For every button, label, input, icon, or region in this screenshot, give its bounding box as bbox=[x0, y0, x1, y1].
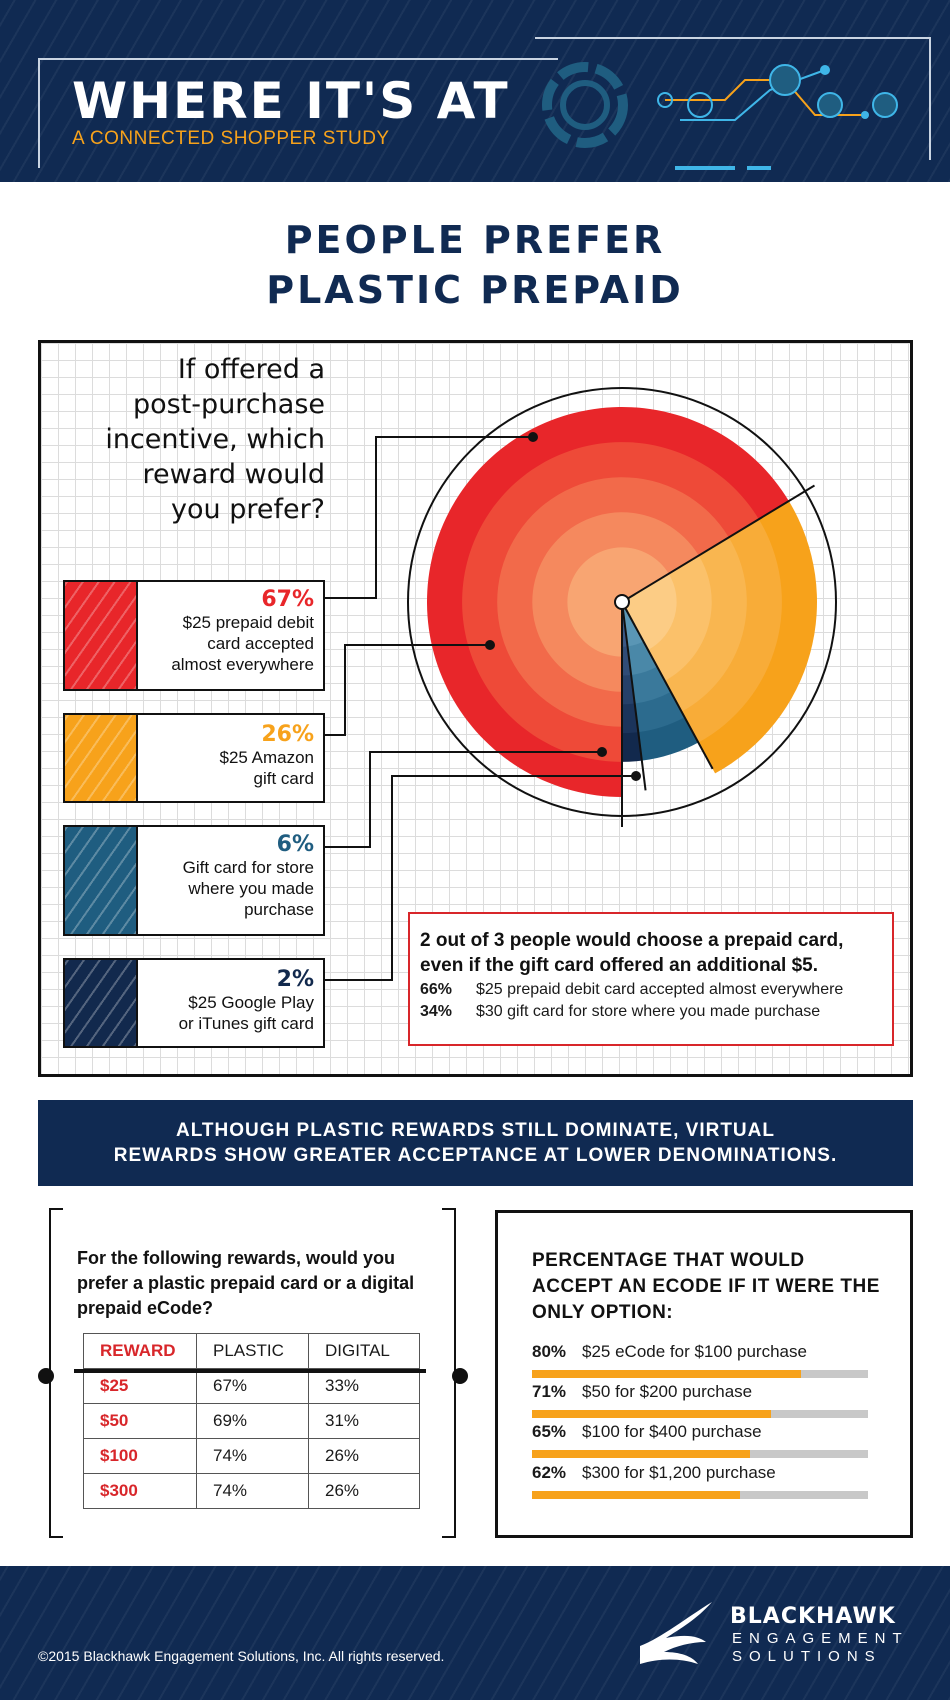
legend-label: $25 prepaid debit bbox=[182, 613, 314, 632]
legend-swatch bbox=[65, 960, 138, 1046]
legend-item-store-card bbox=[63, 825, 325, 936]
table-question-line: For the following rewards, would you bbox=[77, 1248, 396, 1268]
legend-percent: 2% bbox=[276, 967, 314, 992]
table-cell-reward: $25 bbox=[84, 1369, 197, 1404]
table-row bbox=[84, 1404, 420, 1439]
table-cell-plastic: 74% bbox=[197, 1474, 309, 1509]
ecode-bar-label: $25 eCode for $100 purchase bbox=[582, 1342, 807, 1361]
ecode-title-line: PERCENTAGE THAT WOULD bbox=[532, 1250, 805, 1271]
table-row bbox=[84, 1439, 420, 1474]
callout-headline: even if the gift card offered an additional $5. bbox=[420, 955, 819, 976]
ecode-bar-track bbox=[532, 1491, 868, 1499]
callout-headline: 2 out of 3 people would choose a prepaid card, bbox=[420, 930, 844, 951]
copyright-text: ©2015 Blackhawk Engagement Solutions, Inc. All rights reserved. bbox=[38, 1648, 445, 1664]
legend-label: $25 Google Play bbox=[188, 993, 314, 1012]
ecode-bar-track bbox=[532, 1370, 868, 1378]
callout-row bbox=[420, 1001, 880, 1022]
table-cell-plastic: 67% bbox=[197, 1369, 309, 1404]
legend-item-prepaid bbox=[63, 580, 325, 691]
logo-name: BLACKHAWK bbox=[730, 1604, 896, 1629]
callout-pct: 34% bbox=[420, 1003, 453, 1020]
header-banner bbox=[0, 0, 950, 182]
bracket-dot-right bbox=[452, 1368, 468, 1384]
logo-sub-line: SOLUTIONS bbox=[732, 1648, 882, 1665]
ecode-title bbox=[532, 1248, 880, 1326]
legend-percent: 67% bbox=[261, 587, 314, 612]
callout-text: $30 gift card for store where you made purchase bbox=[476, 1003, 821, 1020]
table-cell-digital: 31% bbox=[309, 1404, 420, 1439]
reward-table bbox=[83, 1333, 420, 1509]
legend-label: $25 Amazon bbox=[219, 748, 314, 767]
question-line: you prefer? bbox=[171, 494, 325, 525]
table-cell-plastic: 69% bbox=[197, 1404, 309, 1439]
table-question-line: prefer a plastic prepaid card or a digital bbox=[77, 1273, 415, 1293]
question-line: incentive, which bbox=[105, 424, 325, 455]
insight-banner bbox=[38, 1100, 913, 1186]
legend-swatch bbox=[65, 715, 138, 801]
section-title-line1: PEOPLE PREFER bbox=[284, 218, 666, 262]
circuit-decoration-icon bbox=[535, 30, 935, 180]
ecode-bar-row bbox=[532, 1421, 868, 1458]
table-header-rule bbox=[74, 1369, 426, 1373]
table-cell-digital: 26% bbox=[309, 1474, 420, 1509]
legend-item-amazon bbox=[63, 713, 325, 803]
section-title-line2: PLASTIC PREPAID bbox=[266, 268, 684, 312]
legend-percent: 26% bbox=[261, 722, 314, 747]
ecode-bar-pct: 80% bbox=[532, 1342, 567, 1361]
bracket-dot-left bbox=[38, 1368, 54, 1384]
blackhawk-logo-icon bbox=[636, 1598, 716, 1668]
ecode-bar-fill bbox=[532, 1450, 750, 1458]
table-row bbox=[84, 1369, 420, 1404]
legend-label: where you made bbox=[188, 879, 314, 898]
chart-question bbox=[60, 352, 325, 527]
legend-item-google-itunes bbox=[63, 958, 325, 1048]
callout-row bbox=[420, 979, 880, 1000]
ecode-title-line: ONLY OPTION: bbox=[532, 1302, 674, 1323]
table-header-row bbox=[84, 1334, 420, 1369]
ecode-bar-track bbox=[532, 1450, 868, 1458]
ecode-bar-label: $100 for $400 purchase bbox=[582, 1422, 762, 1441]
legend-label: almost everywhere bbox=[171, 655, 314, 674]
ecode-title-line: ACCEPT AN ECODE IF IT WERE THE bbox=[532, 1276, 880, 1297]
ecode-bar-row bbox=[532, 1381, 868, 1418]
ecode-bar-pct: 65% bbox=[532, 1422, 567, 1441]
table-question bbox=[77, 1246, 422, 1321]
ecode-bar-label: $50 for $200 purchase bbox=[582, 1382, 753, 1401]
table-question-line: prepaid eCode? bbox=[77, 1298, 214, 1318]
ecode-bar-row bbox=[532, 1462, 868, 1499]
table-cell-digital: 26% bbox=[309, 1439, 420, 1474]
callout-box bbox=[408, 912, 894, 1046]
table-header-reward: REWARD bbox=[84, 1334, 197, 1369]
ecode-bar-pct: 62% bbox=[532, 1463, 567, 1482]
ecode-bar-row bbox=[532, 1341, 868, 1378]
legend-label: gift card bbox=[253, 769, 314, 788]
page-subtitle: A CONNECTED SHOPPER STUDY bbox=[72, 128, 390, 149]
ecode-bar-fill bbox=[532, 1370, 801, 1378]
ecode-bar-pct: 71% bbox=[532, 1382, 567, 1401]
page-title: WHERE IT'S AT bbox=[72, 72, 510, 130]
table-row bbox=[84, 1474, 420, 1509]
legend-swatch bbox=[65, 582, 138, 689]
legend-percent: 6% bbox=[276, 832, 314, 857]
table-header-plastic: PLASTIC bbox=[197, 1334, 309, 1369]
legend-swatch bbox=[65, 827, 138, 934]
callout-pct: 66% bbox=[420, 981, 453, 998]
ecode-bar-fill bbox=[532, 1491, 740, 1499]
table-cell-plastic: 74% bbox=[197, 1439, 309, 1474]
logo-sub-line: ENGAGEMENT bbox=[732, 1630, 909, 1647]
ecode-bar-track bbox=[532, 1410, 868, 1418]
table-cell-reward: $300 bbox=[84, 1474, 197, 1509]
table-header-digital: DIGITAL bbox=[309, 1334, 420, 1369]
question-line: post-purchase bbox=[133, 389, 325, 420]
ecode-bar-fill bbox=[532, 1410, 771, 1418]
legend-label: purchase bbox=[244, 900, 314, 919]
banner-line2: REWARDS SHOW GREATER ACCEPTANCE AT LOWER DENOMINATIONS. bbox=[113, 1145, 838, 1166]
table-cell-reward: $50 bbox=[84, 1404, 197, 1439]
banner-line1: ALTHOUGH PLASTIC REWARDS STILL DOMINATE, VIRTUAL bbox=[176, 1120, 775, 1141]
legend-label: or iTunes gift card bbox=[178, 1014, 314, 1033]
question-line: reward would bbox=[142, 459, 325, 490]
table-cell-digital: 33% bbox=[309, 1369, 420, 1404]
header-frame-top bbox=[38, 58, 558, 60]
callout-text: $25 prepaid debit card accepted almost everywhere bbox=[476, 981, 844, 998]
header-frame-left bbox=[38, 58, 41, 168]
legend-label: Gift card for store bbox=[182, 858, 314, 877]
question-line: If offered a bbox=[177, 354, 325, 385]
ecode-bar-label: $300 for $1,200 purchase bbox=[582, 1463, 776, 1482]
logo-subtitle bbox=[732, 1630, 909, 1666]
legend-label: card accepted bbox=[207, 634, 314, 653]
section-title bbox=[0, 215, 950, 315]
table-cell-reward: $100 bbox=[84, 1439, 197, 1474]
